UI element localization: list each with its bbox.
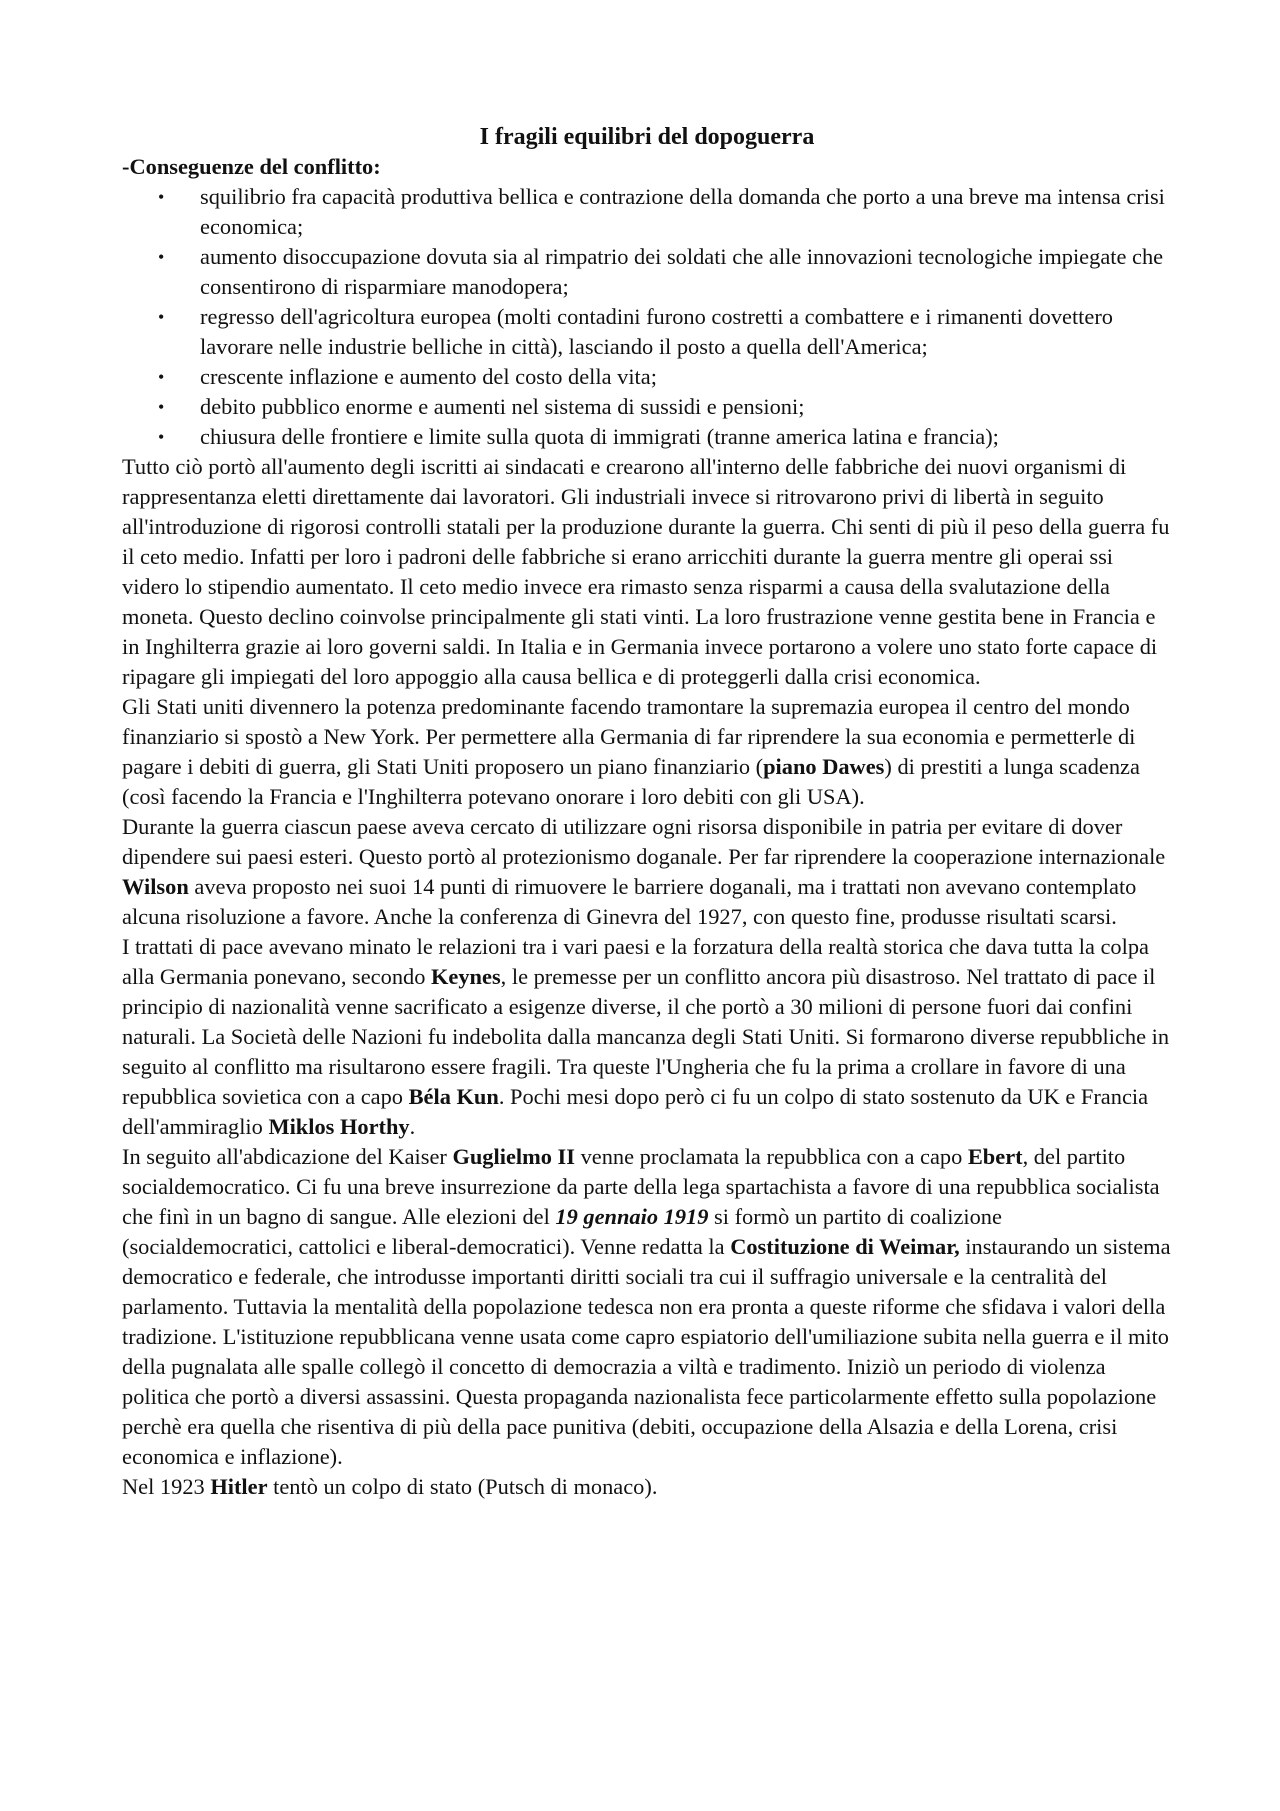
text-run: venne proclamata la repubblica con a capo xyxy=(574,1144,968,1169)
text-run: . xyxy=(409,1114,416,1139)
text-run: instaurando un sistema democratico e federale, che introdusse importanti diritti sociali tra cui il suffragio universale e la centralità del parlamento. Tuttavia la mentalità della popolazione tedesca non era pronta a queste riforme che sfidava i valori della tradizione. L'istituzione repubblicana venne usata come capro espiatorio dell'umiliazione subita nella guerra e il mito della pugnalata alle spalle collegò il concetto di democrazia a viltà e tradimento. Iniziò un periodo di violenza politica che portò a diversi assassini. Questa propaganda nazionalista fece particolarmente effetto sulla popolazione perchè era quella che risentiva di più della pace punitiva (debiti, occupazione della Alsazia e della Lorena, crisi economica e inflazione). xyxy=(122,1234,1171,1469)
term-keynes: Keynes xyxy=(431,964,501,989)
bullet-icon: • xyxy=(158,367,165,387)
term-piano-dawes: piano Dawes xyxy=(763,754,885,779)
paragraph-usa xyxy=(122,692,1172,812)
bullet-icon: • xyxy=(158,427,165,447)
term-ebert: Ebert xyxy=(967,1144,1023,1169)
text-run: tentò un colpo di stato (Putsch di monaco). xyxy=(267,1474,658,1499)
text-run: I trattati di pace avevano minato le relazioni tra i vari paesi e la forzatura della realtà storica che dava tutta la colpa alla Germania ponevano, secondo xyxy=(122,934,1149,989)
text-run: . Pochi mesi dopo però ci fu un colpo di stato sostenuto da UK e Francia dell'ammiraglio xyxy=(122,1084,1149,1139)
list-item xyxy=(158,422,1172,452)
text-run: Nel 1923 xyxy=(122,1474,211,1499)
bullet-icon: • xyxy=(158,187,165,207)
text-run: In seguito all'abdicazione del Kaiser xyxy=(122,1144,453,1169)
text-run: , del partito socialdemocratico. Ci fu una breve insurrezione da parte della lega spartachista a favore di una repubblica socialista che finì in un bagno di sangue. Alle elezioni del xyxy=(122,1144,1160,1229)
text-run: ) di prestiti a lunga scadenza (così facendo la Francia e l'Inghilterra potevano onorare i loro debiti con gli USA). xyxy=(122,754,1140,809)
text-run: Gli Stati uniti divennero la potenza predominante facendo tramontare la supremazia europea il centro del mondo finanziario si spostò a New York. Per permettere alla Germania di far riprendere la sua economia e permetterle di pagare i debiti di guerra, gli Stati Uniti proposero un piano finanziario ( xyxy=(122,694,1136,779)
text-run: aveva proposto nei suoi 14 punti di rimuovere le barriere doganali, ma i trattati non avevano contemplato alcuna risoluzione a favore. Anche la conferenza di Ginevra del 1927, con questo fine, produsse risultati scarsi. xyxy=(122,874,1137,929)
term-miklos-horthy: Miklos Horthy xyxy=(268,1114,410,1139)
page-title: I fragili equilibri del dopoguerra xyxy=(479,124,815,150)
document-page xyxy=(122,122,1172,1502)
paragraph-unions: Tutto ciò portò all'aumento degli iscritti ai sindacati e crearono all'interno delle fabbriche dei nuovi organismi di rappresentanza eletti direttamente dai lavoratori. Gli industriali invece si ritrovarono privi di libertà in seguito all'introduzione di rigorosi controlli statali per la produzione durante la guerra. Chi senti di più il peso della guerra fu il ceto medio. Infatti per loro i padroni delle fabbriche si erano arricchiti durante la guerra mentre gli operai ssi videro lo stipendio aumentato. Il ceto medio invece era rimasto senza risparmi a causa della svalutazione della moneta. Questo declino coinvolse principalmente gli stati vinti. La loro frustrazione venne gestita bene in Francia e in Inghilterra grazie ai loro governi saldi. In Italia e in Germania invece portarono a volere uno stato forte capace di ripagare gli impiegati del loro appoggio alla causa bellica e di proteggerli dalla crisi economica. xyxy=(122,454,1170,689)
list-item-text: squilibrio fra capacità produttiva bellica e contrazione della domanda che porto a una breve ma intensa crisi economica; xyxy=(200,184,1165,239)
text-run: , le premesse per un conflitto ancora più disastroso. Nel trattato di pace il principio di nazionalità venne sacrificato a esigenze diverse, il che portò a 30 milioni di persone fuori dai confini naturali. La Società delle Nazioni fu indebolita dalla mancanza degli Stati Uniti. Si formarono diverse repubbliche in seguito al conflitto ma risultarono essere fragili. Tra queste l'Ungheria che fu la prima a crollare in favore di una repubblica sovietica con a capo xyxy=(122,964,1170,1109)
list-item-text: aumento disoccupazione dovuta sia al rimpatrio dei soldati che alle innovazioni tecnologiche impiegate che consentirono di risparmiare manodopera; xyxy=(200,244,1164,299)
list-item-text: crescente inflazione e aumento del costo della vita; xyxy=(200,364,657,389)
list-item-text: regresso dell'agricoltura europea (molti contadini furono costretti a combattere e i rimanenti dovettero lavorare nelle industrie belliche in città), lasciando il posto a quella dell'America; xyxy=(200,304,1113,359)
list-item-text: chiusura delle frontiere e limite sulla quota di immigrati (tranne america latina e francia); xyxy=(200,424,999,449)
term-date-1919: 19 gennaio 1919 xyxy=(555,1204,709,1229)
paragraph-treaties xyxy=(122,932,1172,1142)
term-costituzione-weimar: Costituzione di Weimar, xyxy=(730,1234,960,1259)
text-run: si formò un partito di coalizione (socialdemocratici, cattolici e liberal-democratici). Venne redatta la xyxy=(122,1204,1002,1259)
paragraph-protectionism xyxy=(122,812,1172,932)
list-item xyxy=(158,302,1172,362)
paragraph-hitler xyxy=(122,1472,1172,1502)
list-item xyxy=(158,362,1172,392)
term-wilson: Wilson xyxy=(122,874,189,899)
section-heading: -Conseguenze del conflitto: xyxy=(122,154,381,179)
term-hitler: Hitler xyxy=(210,1474,268,1499)
list-item xyxy=(158,392,1172,422)
list-item xyxy=(158,242,1172,302)
bullet-icon: • xyxy=(158,307,165,327)
list-item xyxy=(158,182,1172,242)
paragraph-weimar xyxy=(122,1142,1172,1472)
term-bela-kun: Béla Kun xyxy=(408,1084,499,1109)
text-run: Durante la guerra ciascun paese aveva cercato di utilizzare ogni risorsa disponibile in patria per evitare di dover dipendere sui paesi esteri. Questo portò al protezionismo doganale. Per far riprendere la cooperazione internazionale xyxy=(122,814,1166,869)
list-item-text: debito pubblico enorme e aumenti nel sistema di sussidi e pensioni; xyxy=(200,394,805,419)
term-guglielmo-ii: Guglielmo II xyxy=(452,1144,575,1169)
bullet-icon: • xyxy=(158,397,165,417)
bullet-icon: • xyxy=(158,247,165,267)
consequences-list xyxy=(122,182,1172,452)
